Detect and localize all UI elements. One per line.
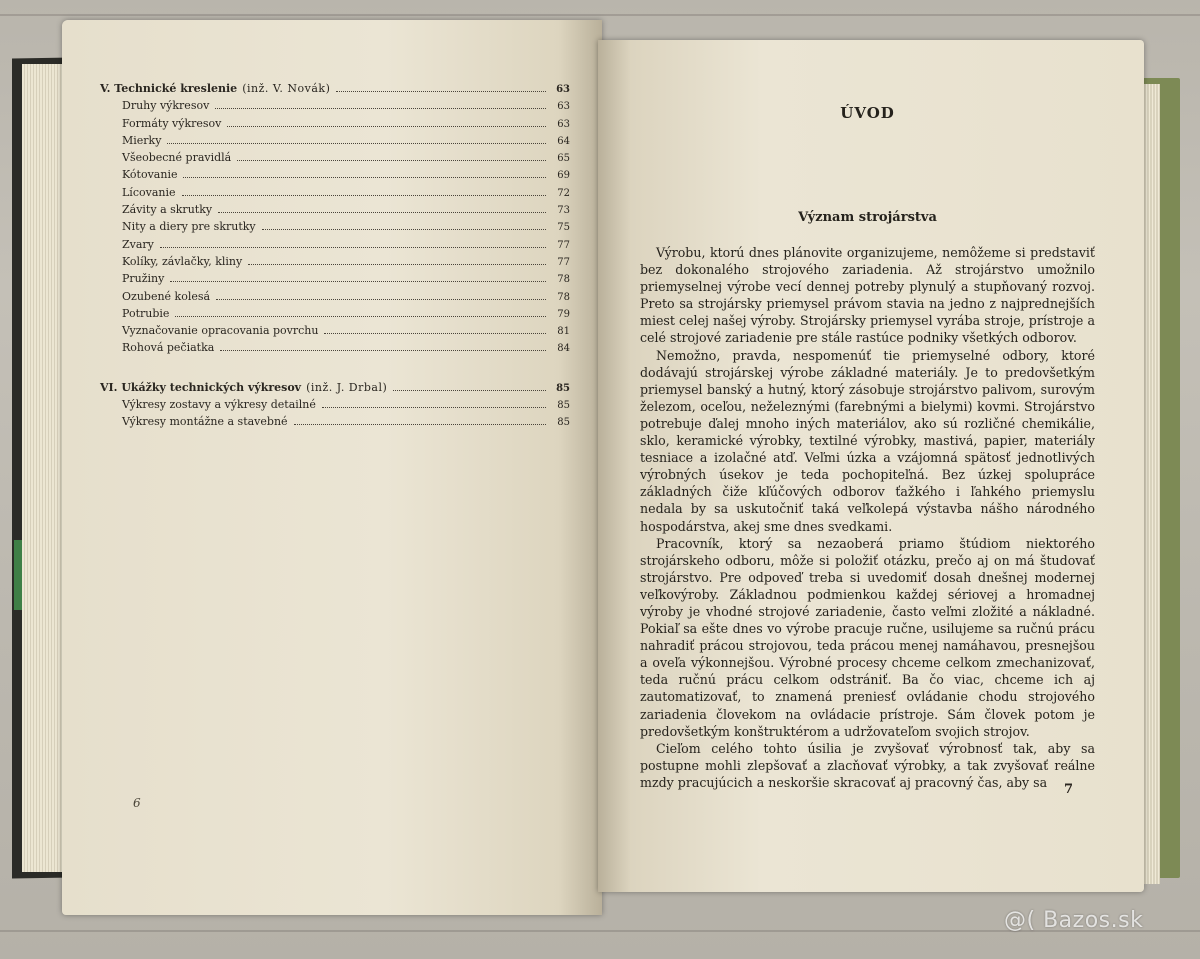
- toc-leader-dots: [393, 389, 546, 391]
- toc-entry: [100, 117, 570, 134]
- toc-leader-dots: [216, 298, 546, 300]
- toc-leader-dots: [237, 159, 546, 161]
- toc-chapter-row: [100, 381, 570, 398]
- toc-entry-label: Vyznačovanie opracovania povrchu: [122, 324, 319, 338]
- section-subtitle: Význam strojárstva: [798, 210, 937, 225]
- toc-entry: [100, 220, 570, 237]
- toc-page-number: 69: [557, 170, 570, 182]
- toc-entry-label: Potrubie: [122, 306, 170, 320]
- toc-chapter-author: (inž. V. Novák): [242, 82, 331, 95]
- toc-page-number: 63: [556, 84, 570, 95]
- toc-leader-dots: [322, 406, 546, 408]
- toc-leader-dots: [182, 194, 547, 196]
- toc-leader-dots: [248, 263, 546, 265]
- toc-entry: [100, 151, 570, 168]
- toc-entry: [100, 186, 570, 203]
- toc-entry-label: Mierky: [122, 133, 162, 147]
- toc-page-number: 78: [557, 291, 570, 303]
- body-paragraph: Cieľom celého tohto úsilia je zvyšovať výrobnosť tak, aby sa postupne mohli zlepšovať a zlacňovať výrobky, a tak zvyšovať reálne mzdy pracujúcich a neskoršie skracovať aj pracovný čas, aby sa: [640, 740, 1095, 790]
- toc-page-number: 84: [557, 343, 570, 355]
- toc-entry: [100, 398, 570, 415]
- toc-entry-label: Ozubené kolesá: [122, 289, 211, 303]
- toc-entry: [100, 238, 570, 255]
- toc-entry-label: Druhy výkresov: [122, 99, 210, 113]
- toc-leader-dots: [220, 349, 546, 351]
- toc-entry-label: Zvary: [122, 237, 154, 251]
- toc-leader-dots: [227, 125, 546, 127]
- toc-entry: [100, 272, 570, 289]
- toc-page-number: 72: [557, 187, 570, 199]
- toc-entry-label: Všeobecné pravidlá: [122, 151, 232, 165]
- toc-entry-label: Kótovanie: [122, 168, 178, 182]
- toc-entry-label: Kolíky, závlačky, kliny: [122, 254, 243, 268]
- page-title: ÚVOD: [840, 104, 895, 122]
- toc-leader-dots: [175, 315, 546, 317]
- floor-plank-line: [0, 14, 1200, 16]
- toc-entry: [100, 255, 570, 272]
- toc-entry: [100, 290, 570, 307]
- toc-leader-dots: [336, 90, 546, 92]
- toc-page-number: 75: [557, 222, 570, 234]
- watermark: @( Bazos.sk: [1004, 908, 1144, 933]
- toc-page-number: 77: [557, 256, 570, 268]
- toc-entry-label: Závity a skrutky: [122, 203, 213, 217]
- toc-page-number: 77: [557, 239, 570, 251]
- toc-page-number: 63: [557, 101, 570, 113]
- toc-page-number: 85: [556, 382, 570, 394]
- toc-entry: [100, 307, 570, 324]
- toc-entry: [100, 168, 570, 185]
- toc-chapter-title: VI. Ukážky technických výkresov: [100, 380, 302, 394]
- toc-entry: [100, 415, 570, 432]
- right-page-number: 7: [1064, 782, 1074, 797]
- toc-chapter-row: [100, 82, 570, 99]
- body-paragraph: Pracovník, ktorý sa nezaoberá priamo štúdiom niektorého strojárskeho odboru, môže si položiť otázku, prečo aj on má študovať strojárstvo. Pre odpoveď treba si uvedomiť dosah dnešnej modernej veľkovýroby. Základnou podmienkou každej sériovej a hromadnej výroby je vhodné strojové zariadenie, často veľmi zložité a nákladné. Pokiaľ sa ešte dnes vo výrobe pracuje ručne, usilujeme sa ručnú prácu nahradiť prácou strojovou, teda prácou menej namáhavou, presnejšou a oveľa výkonnejšou. Výrobné procesy chceme celkom zmechanizovať, teda ručnú prácu celkom odstrániť. Ba čo viac, chceme ich aj zautomatizovať, to znamená preniesť ovládanie chodu strojového zariadenia človekom na ovládacie prístroje. Sám človek potom je predovšetkým konštruktérom a udržovateľom svojich strojov.: [640, 535, 1095, 739]
- toc-leader-dots: [170, 280, 546, 282]
- toc-entry: [100, 341, 570, 358]
- body-paragraph: Nemožno, pravda, nespomenúť tie priemyselné odbory, ktoré dodávajú strojárskej výrobe základné materiály. Je to predovšetkým priemysel banský a hutný, ktorý zásobuje strojárstvo palivom, surovým železom, oceľou, neželeznými (farebnými a bielymi) kovmi. Strojárstvo potrebuje ďalej mnoho iných materiálov, ako sú rozličné chemikálie, sklo, keramické výrobky, textilné výrobky, mastivá, papier, materiály tesniace a izolačné atď. Veľmi úzka a vzájomná spätosť jednotlivých výrobných úsekov je teda pochopiteľná. Bez úzkej spolupráce základných čiže kľúčových odborov ťažkého i ľahkého priemyslu nedala by sa uskutočniť taká veľkolepá výstavba nášho národného hospodárstva, akej sme dnes svedkami.: [640, 347, 1095, 534]
- toc-leader-dots: [324, 332, 546, 334]
- toc-chapter-author: (inž. J. Drbal): [306, 380, 388, 394]
- toc-entry: [100, 203, 570, 220]
- toc-leader-dots: [160, 246, 546, 248]
- toc-page-number: 65: [557, 153, 570, 165]
- toc-entry-label: Lícovanie: [122, 185, 176, 199]
- body-paragraph: Výrobu, ktorú dnes plánovite organizujeme, nemôžeme si predstaviť bez dokonalého strojového zariadenia. Až strojárstvo umožnilo priemyselnej výrobe vecí dennej potreby plynulý a stupňovaný rozvoj. Preto sa strojársky priemysel právom stavia na jedno z najprednejších miest celej našej výroby. Strojársky priemysel vyrába stroje, prístroje a celé strojové zariadenie pre stále rastúce podniky všetkých odborov.: [640, 245, 1095, 346]
- toc-page-number: 73: [557, 205, 570, 217]
- toc-page-number: 78: [557, 274, 570, 286]
- toc-entry-label: Rohová pečiatka: [122, 341, 215, 355]
- toc-page-number: 79: [557, 308, 570, 320]
- toc-leader-dots: [167, 142, 546, 144]
- toc-entry: [100, 134, 570, 151]
- toc-page-number: 64: [557, 135, 570, 147]
- toc-entry-label: Formáty výkresov: [122, 116, 222, 130]
- toc-page-number: 81: [557, 326, 570, 338]
- toc-leader-dots: [183, 176, 546, 178]
- toc-entry: [100, 99, 570, 116]
- toc-leader-dots: [262, 228, 546, 230]
- toc-leader-dots: [218, 211, 546, 213]
- toc-entry-label: Nity a diery pre skrutky: [122, 220, 256, 234]
- table-of-contents: [100, 82, 570, 433]
- toc-entry-label: Výkresy zostavy a výkresy detailné: [122, 398, 316, 412]
- toc-entry-label: Výkresy montážne a stavebné: [122, 415, 288, 429]
- right-page-text: [640, 104, 1095, 791]
- toc-entry-label: Pružiny: [122, 272, 165, 286]
- toc-chapter-title: V. Technické kreslenie: [100, 82, 238, 95]
- toc-page-number: 85: [557, 417, 570, 429]
- toc-leader-dots: [294, 423, 546, 425]
- toc-leader-dots: [215, 107, 546, 109]
- toc-page-number: 63: [557, 118, 570, 130]
- left-page-number: 6: [133, 796, 141, 810]
- toc-entry: [100, 324, 570, 341]
- toc-page-number: 85: [557, 400, 570, 412]
